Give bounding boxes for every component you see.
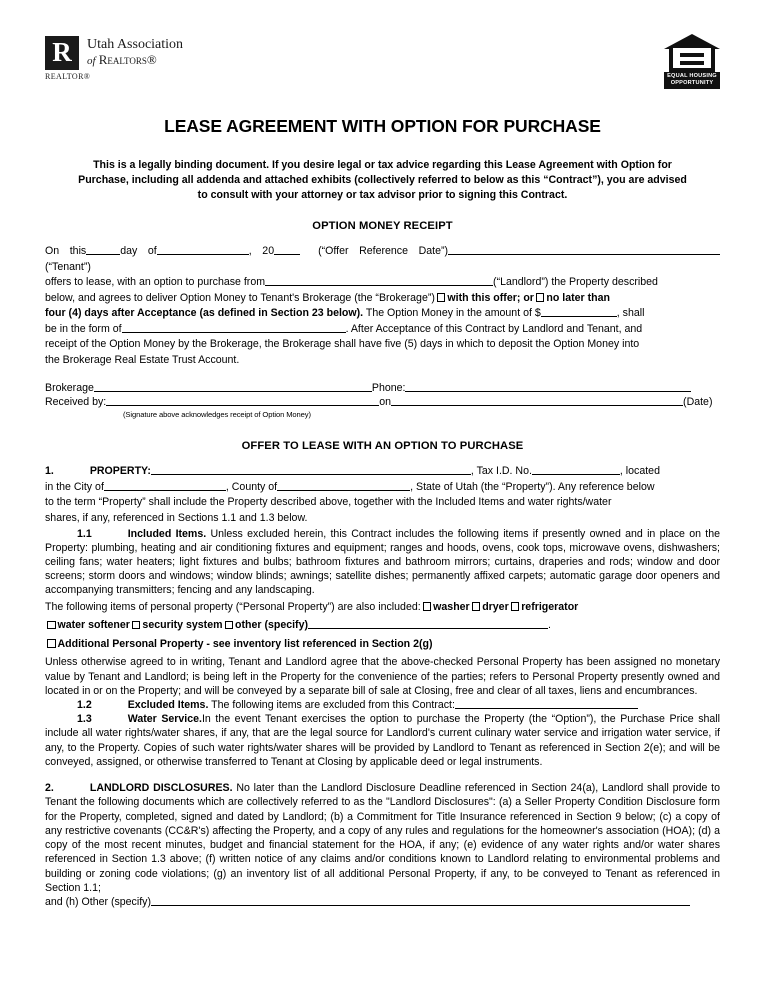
offer-to-lease-heading: OFFER TO LEASE WITH AN OPTION TO PURCHASE (241, 440, 524, 453)
receipt-line-1 (45, 244, 720, 275)
roof-shape (664, 34, 720, 49)
shall-label: , shall (616, 307, 645, 320)
property-line-2 (45, 480, 720, 496)
security-system-label: security system (142, 619, 223, 632)
signature-acknowledgement-note: (Signature above acknowledges receipt of Option Money) (123, 410, 311, 420)
section-2-title: LANDLORD DISCLOSURES. (89, 782, 233, 795)
document-header (45, 36, 720, 98)
property-line-3: to the term “Property” shall include the Property described above, together with the Included Items and water rights/water (45, 496, 612, 509)
property-line-4: shares, if any, referenced in Sections 1.1 and 1.3 below. (45, 511, 308, 524)
section-1-2-title: Excluded Items. (127, 698, 209, 711)
other-personal-property-label: other (specify) (235, 619, 309, 632)
received-by-row (45, 395, 720, 409)
form-of-payment-label: be in the form of (45, 322, 122, 335)
option-money-amount-label: The Option Money in the amount of $ (365, 307, 541, 320)
no-later-than-label: no later than (546, 291, 610, 304)
realtor-trademark-label: REALTOR® (45, 72, 91, 81)
after-acceptance-label: . After Acceptance of this Contract by Landlord and Tenant, and (345, 322, 643, 335)
brokerage-row (45, 381, 720, 395)
state-of-utah-label: , State of Utah (the “Property”). Any reference below (410, 480, 655, 493)
personal-property-checkbox-row-2 (45, 616, 720, 635)
association-realtors-word: Realtors® (98, 51, 157, 67)
association-line-1: Utah Association (87, 37, 184, 52)
eho-caption-line-2: OPPORTUNITY (670, 79, 714, 86)
personal-property-paragraph: Unless otherwise agreed to in writing, Tenant and Landlord agree that the above-checked Personal Property has been assigned no monetary value by Tenant and Landlord; is being left in the Property for the convenience of the parties; refers to Personal Property presently owned and located in or on the Property; and will be conveyed by a separate bill of sale at Closing, free and clear of all taxes, liens and encumbrances. (45, 656, 720, 697)
four-days-after-acceptance-label: four (4) days after Acceptance (as defined in Section 23 below). (45, 307, 364, 320)
located-label: , located (619, 465, 660, 478)
section-1-1-number: 1.1 (77, 527, 92, 540)
month-field[interactable] (157, 244, 249, 255)
received-on-date-field[interactable] (391, 395, 683, 406)
section-2-last-line (45, 895, 720, 909)
personal-property-intro: The following items of personal property (“Personal Property”) are also included: (45, 600, 421, 613)
excluded-items-field[interactable] (455, 698, 638, 709)
personal-property-checkbox-row-1 (45, 598, 720, 617)
section-1-title: PROPERTY: (89, 465, 151, 478)
offer-reference-date-label: (“Offer Reference Date”) (318, 245, 449, 258)
section-1-3-text: In the event Tenant exercises the option to purchase the Property (the “Option”), the Purchase Price shall include all water rights/water shares, if any, that are the legal source for Landlord's current culinary water service and irrigation water service, if any, to the Property. Copies of such water rights/water shares will be provided by Landlord to Tenant as referenced in Section 2(e); and will be conveyed, assigned, or otherwise transferred to Tenant at Closing by applicable deed or legal instruments. (45, 713, 720, 768)
receipt-line-4 (45, 306, 720, 322)
additional-personal-property-row (45, 635, 720, 654)
section-1-property (45, 464, 720, 526)
tenant-name-field[interactable] (448, 244, 720, 255)
landlord-name-field[interactable] (265, 275, 493, 286)
city-label: in the City of (45, 480, 104, 493)
brokerage-label: Brokerage (45, 381, 94, 394)
house-icon (664, 34, 720, 72)
utah-association-realtors-logo (45, 36, 184, 81)
section-2-number: 2. (45, 782, 54, 795)
other-disclosure-field[interactable] (151, 895, 690, 906)
property-address-field[interactable] (151, 465, 471, 476)
section-1-1-included-items (45, 527, 720, 598)
section-1-3-title: Water Service. (127, 713, 202, 726)
offers-to-lease-label: offers to lease, with an option to purchase from (45, 276, 266, 289)
section-1-2-text: The following items are excluded from this Contract: (211, 698, 455, 711)
year-prefix-label: , 20 (248, 245, 275, 258)
section-1-number: 1. (45, 465, 54, 478)
realtor-r-icon (45, 36, 79, 70)
refrigerator-checkbox[interactable] (511, 602, 520, 611)
county-field[interactable] (277, 480, 410, 491)
section-1-3-water-service (45, 712, 720, 769)
with-this-offer-checkbox[interactable] (437, 293, 446, 302)
equals-sign-icon (680, 53, 704, 69)
day-of-label: day of (120, 245, 157, 258)
refrigerator-label: refrigerator (521, 600, 579, 613)
on-this-label: On this (45, 245, 87, 258)
receipt-line-5 (45, 322, 720, 338)
option-money-amount-field[interactable] (541, 307, 617, 318)
page-content (45, 0, 720, 909)
eho-caption-line-1: EQUAL HOUSING (667, 73, 717, 79)
day-number-field[interactable] (86, 244, 120, 255)
phone-label: Phone: (371, 381, 406, 394)
deliver-option-money-label: below, and agrees to deliver Option Money to Tenant's Brokerage (the “Brokerage”) (45, 291, 435, 304)
association-line-2 (87, 53, 183, 68)
receipt-line-3 (45, 291, 720, 307)
security-system-checkbox[interactable] (132, 621, 141, 630)
on-label: on (379, 395, 392, 408)
brokerage-phone-field[interactable] (405, 381, 691, 392)
receipt-line-2 (45, 275, 720, 291)
no-later-than-checkbox[interactable] (536, 293, 545, 302)
section-1-1-text: Unless excluded herein, this Contract includes the following items if presently owned and in place on the Property: plumbing, heating and air conditioning fixtures and equipment; ranges and hoods, ovens, cook tops, microwave ovens, dishwashers; ceiling fans; water heaters; light fixtures and bulbs; bathroom fixtures and bathroom mirrors; curtains, draperies and rods; window and door screens; storm doors and windows; window blinds; awnings; satellite dishes; permanently affixed carpets; automatic garage door openers and accompanying transmitters; fencing and any landscaping. (45, 527, 720, 597)
section-2-landlord-disclosures (45, 781, 720, 895)
additional-personal-property-checkbox[interactable] (47, 639, 56, 648)
water-softener-checkbox[interactable] (47, 621, 56, 630)
other-personal-property-field[interactable] (308, 618, 548, 629)
city-field[interactable] (104, 480, 226, 491)
legal-notice-paragraph: This is a legally binding document. If you desire legal or tax advice regarding this Lease Agreement with Option for Purchase, including all addenda and attached exhibits (collectively referred to below as this “Contract”), you are advised to consult with your attorney or tax advisor prior to signing this Contract. (78, 159, 687, 202)
washer-checkbox[interactable] (423, 602, 432, 611)
form-of-payment-field[interactable] (122, 322, 346, 333)
tenant-label: (“Tenant”) (45, 260, 91, 273)
section-2-text: No later than the Landlord Disclosure Deadline referenced in Section 24(a), Landlord shall provide to Tenant the following documents which are collectively referred to as the "Landlord Disclosures": (a) a Seller Property Condition Disclosure form for the Property, completed, signed and dated by Landlord; (b) a Commitment for Title Insurance referenced in Section 9 below; (c) a copy of any restrictive covenants (CC&R's) affecting the Property, and a copy of any rules and regulations for the homeowner's association (HOA); (d) a copy of the most recent minutes, budget and financial statement for the HOA, if any; (e) evidence of any water rights and/or water shares referenced in Section 1.3 above; (f) written notice of any claims and/or conditions known to Landlord relating to environmental problems and building or zoning code violations; (g) an inventory list of all additional Personal Property, if any, to be conveyed to Tenant as referenced in Section 1.1; (45, 782, 720, 894)
brokerage-name-field[interactable] (94, 381, 372, 392)
year-field[interactable] (274, 244, 300, 255)
eho-caption (664, 72, 720, 89)
section-1-2-excluded-items (45, 698, 720, 712)
tax-id-field[interactable] (532, 465, 620, 476)
county-label: , County of (225, 480, 278, 493)
equal-housing-opportunity-logo (664, 34, 720, 89)
other-period: . (548, 619, 551, 632)
receipt-line-6: receipt of the Option Money by the Brokerage, the Brokerage shall have five (5) days in which to deposit the Option Money into (45, 338, 640, 351)
association-of-word: of (87, 54, 96, 67)
section-1-3-number: 1.3 (77, 713, 92, 726)
section-1-2-number: 1.2 (77, 698, 92, 711)
page-title: LEASE AGREEMENT WITH OPTION FOR PURCHASE (164, 116, 601, 136)
tax-id-label: , Tax I.D. No. (470, 465, 532, 478)
brokerage-receipt-block (45, 381, 720, 421)
additional-personal-property-label: Additional Personal Property - see inventory list referenced in Section 2(g) (57, 637, 433, 650)
washer-label: washer (433, 600, 470, 613)
section-1-1-title: Included Items. (127, 527, 207, 540)
option-money-receipt-heading: OPTION MONEY RECEIPT (312, 220, 453, 233)
landlord-label: (“Landlord”) the Property described (493, 276, 658, 289)
other-personal-property-checkbox[interactable] (225, 621, 234, 630)
dryer-checkbox[interactable] (472, 602, 481, 611)
option-money-receipt-body (45, 244, 720, 369)
date-label: (Date) (683, 395, 713, 408)
water-softener-label: water softener (57, 619, 130, 632)
other-specify-label: and (h) Other (specify) (45, 896, 151, 909)
with-this-offer-label: with this offer; or (447, 291, 534, 304)
received-by-signature-field[interactable] (106, 395, 379, 406)
property-line-1 (45, 464, 720, 480)
receipt-line-7: the Brokerage Real Estate Trust Account. (45, 354, 240, 367)
received-by-label: Received by: (45, 395, 107, 408)
dryer-label: dryer (482, 600, 509, 613)
association-name (87, 36, 183, 67)
